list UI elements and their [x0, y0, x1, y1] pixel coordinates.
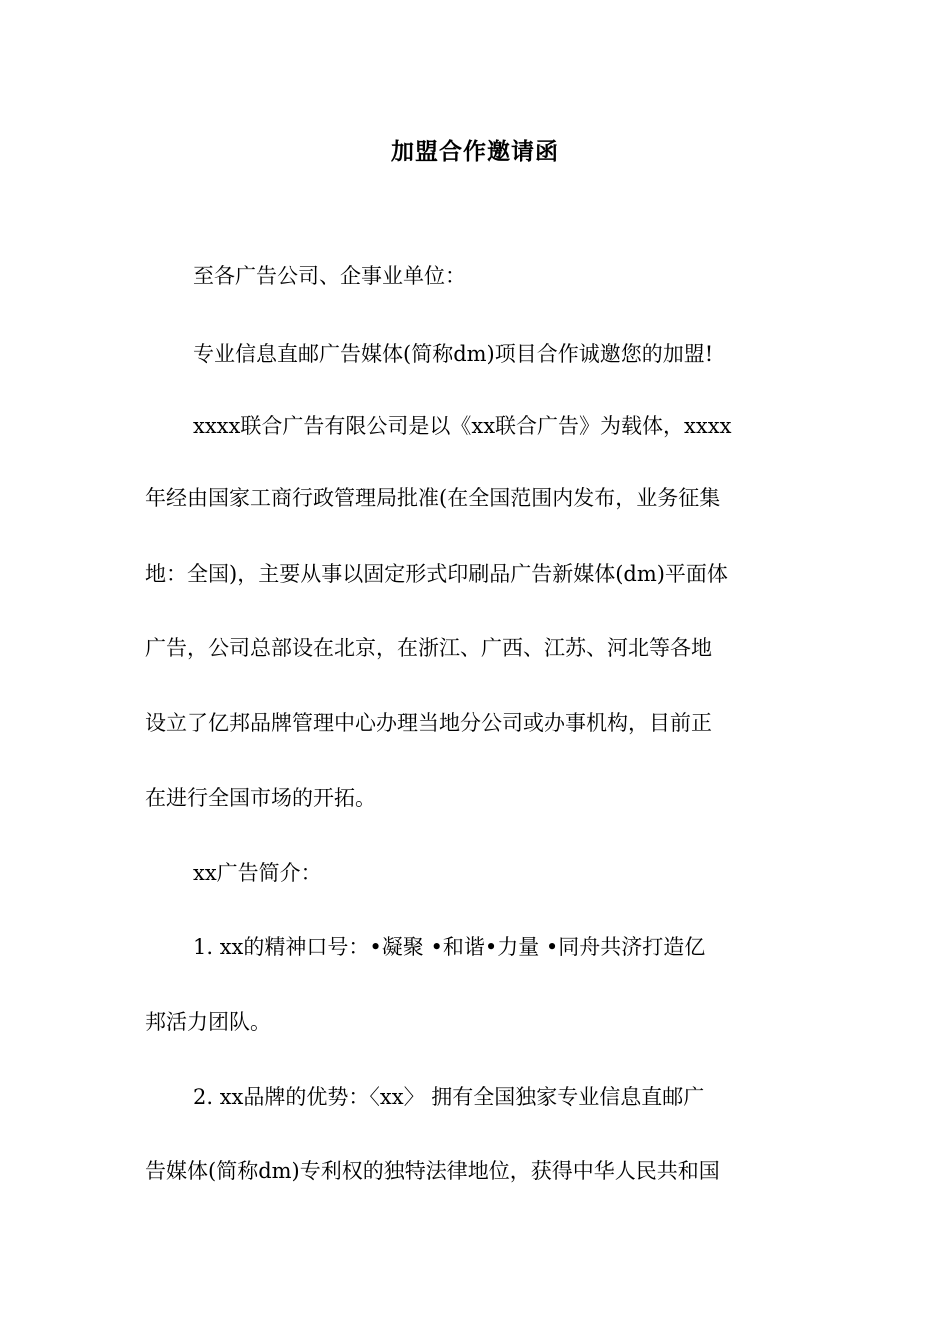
list-item-line: 2. xx品牌的优势：〈xx〉 拥有全国独家专业信息直邮广	[193, 1085, 705, 1109]
paragraph-line: 地：全国)，主要从事以固定形式印刷品广告新媒体(dm)平面体	[145, 562, 728, 586]
paragraph-line: 年经由国家工商行政管理局批准(在全国范围内发布，业务征集	[145, 486, 721, 510]
salutation: 至各广告公司、企事业单位：	[193, 264, 466, 288]
paragraph-line: 专业信息直邮广告媒体(简称dm)项目合作诚邀您的加盟!	[193, 342, 714, 366]
list-item-line: 告媒体(简称dm)专利权的独特法律地位，获得中华人民共和国	[145, 1159, 720, 1183]
paragraph-line: xxxx联合广告有限公司是以《xx联合广告》为载体，xxxx	[193, 414, 732, 438]
list-item-line: 邦活力团队。	[145, 1010, 271, 1034]
list-item-line: 1. xx的精神口号：•凝聚 •和谐•力量 •同舟共济打造亿	[193, 935, 706, 959]
document-title: 加盟合作邀请函	[391, 138, 559, 165]
paragraph-line: 在进行全国市场的开拓。	[145, 786, 376, 810]
paragraph-line: 广告，公司总部设在北京，在浙江、广西、江苏、河北等各地	[145, 636, 712, 660]
paragraph-line: 设立了亿邦品牌管理中心办理当地分公司或办事机构，目前正	[145, 711, 712, 735]
section-heading: xx广告简介：	[193, 861, 322, 885]
